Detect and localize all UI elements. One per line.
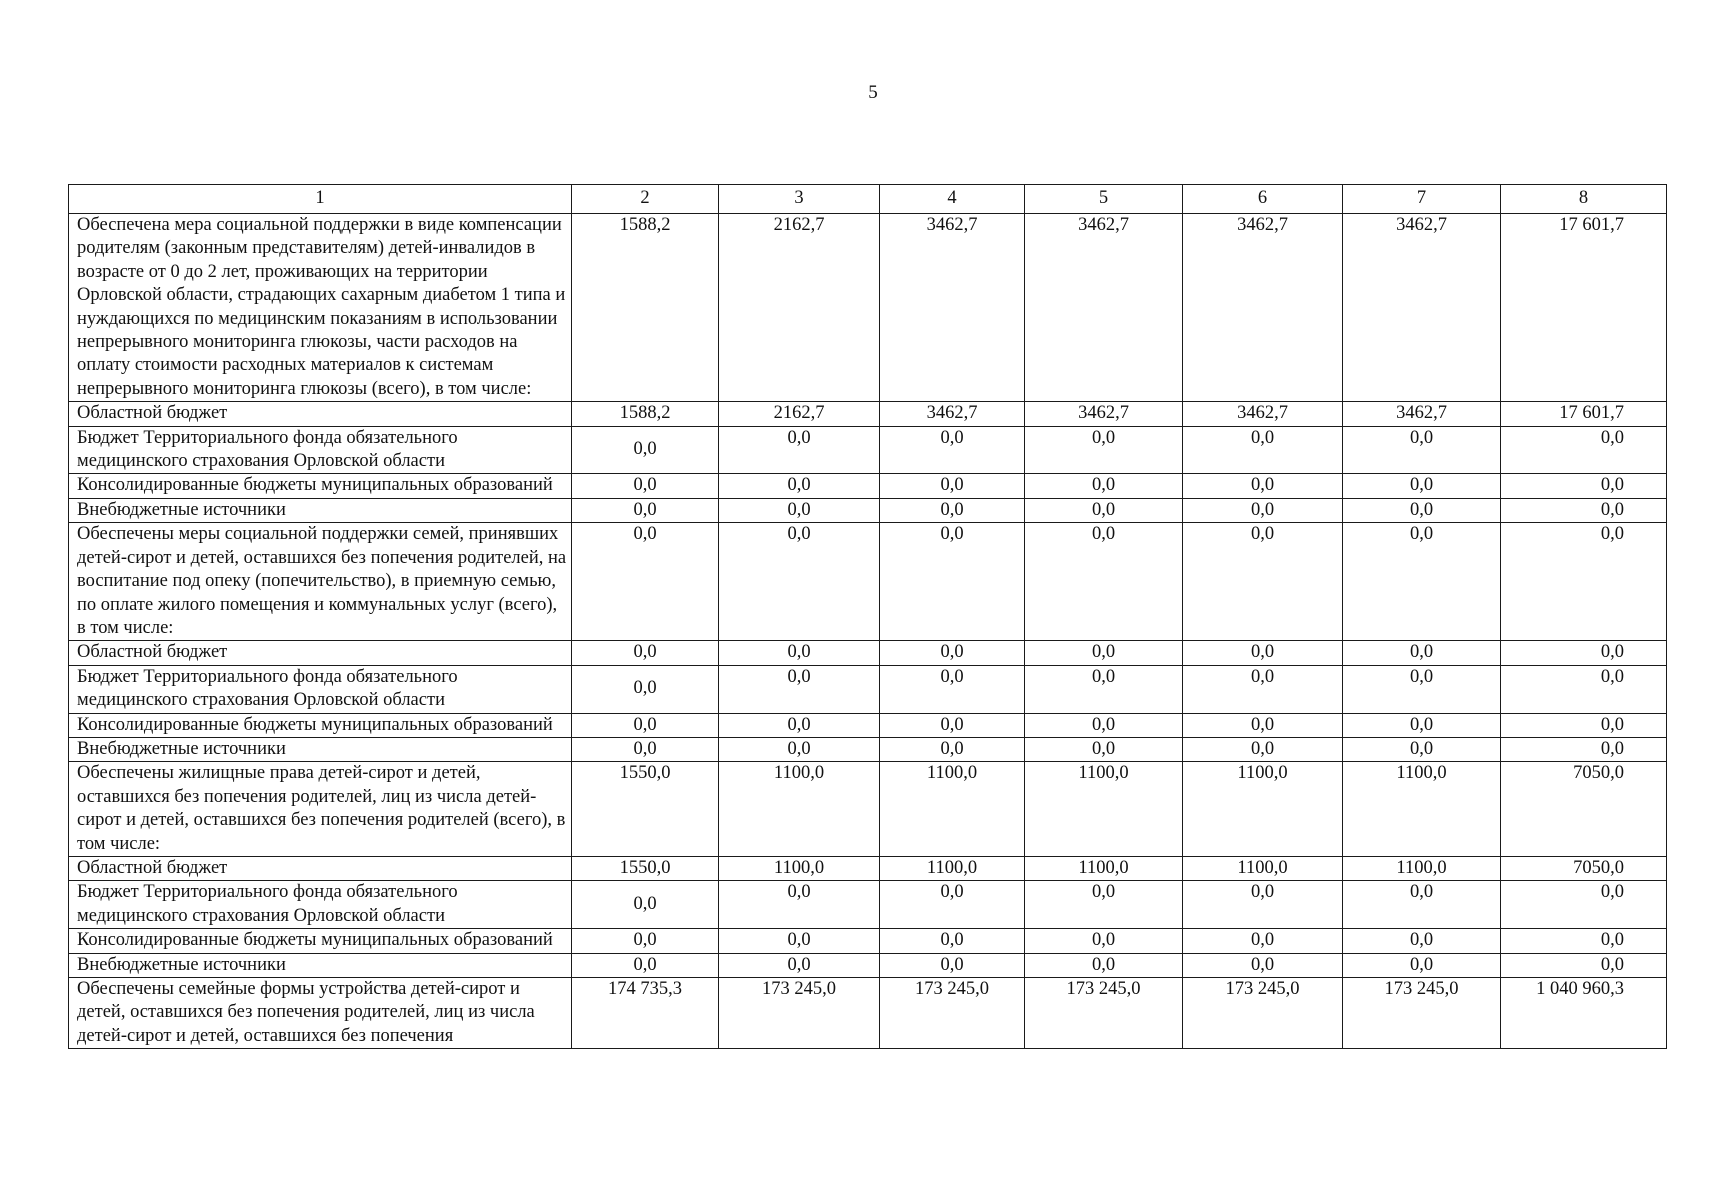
cell-value: 0,0 — [1343, 426, 1501, 474]
cell-value: 0,0 — [719, 641, 880, 665]
column-number: 2 — [572, 185, 719, 214]
table-row — [69, 523, 1667, 641]
cell-value: 173 245,0 — [719, 978, 880, 1049]
cell-value: 0,0 — [572, 737, 719, 761]
cell-value: 1100,0 — [880, 856, 1025, 880]
cell-value: 7050,0 — [1501, 762, 1667, 857]
table-row — [69, 713, 1667, 737]
cell-value: 0,0 — [719, 737, 880, 761]
cell-value: 0,0 — [1183, 665, 1343, 713]
table-row — [69, 737, 1667, 761]
cell-value: 1100,0 — [1025, 856, 1183, 880]
column-number-row — [69, 185, 1667, 214]
cell-value: 3462,7 — [1343, 402, 1501, 426]
cell-value: 0,0 — [719, 523, 880, 641]
cell-value: 0,0 — [1025, 929, 1183, 953]
cell-value: 0,0 — [880, 737, 1025, 761]
cell-value: 1100,0 — [719, 762, 880, 857]
cell-value: 0,0 — [880, 929, 1025, 953]
table-row — [69, 929, 1667, 953]
row-label: Консолидированные бюджеты муниципальных образований — [69, 929, 572, 953]
cell-value: 0,0 — [572, 929, 719, 953]
table-row — [69, 426, 1667, 474]
cell-value: 0,0 — [719, 929, 880, 953]
cell-value: 1100,0 — [880, 762, 1025, 857]
row-label: Областной бюджет — [69, 641, 572, 665]
cell-value: 0,0 — [1501, 713, 1667, 737]
column-number: 4 — [880, 185, 1025, 214]
row-label: Консолидированные бюджеты муниципальных образований — [69, 474, 572, 498]
table-row — [69, 856, 1667, 880]
row-label: Консолидированные бюджеты муниципальных образований — [69, 713, 572, 737]
cell-value: 0,0 — [1183, 523, 1343, 641]
cell-value: 0,0 — [572, 474, 719, 498]
cell-value: 0,0 — [1183, 641, 1343, 665]
cell-value: 17 601,7 — [1501, 402, 1667, 426]
cell-value: 0,0 — [1343, 665, 1501, 713]
cell-value: 0,0 — [1501, 523, 1667, 641]
cell-value: 3462,7 — [1343, 214, 1501, 402]
table-row — [69, 641, 1667, 665]
cell-value: 0,0 — [1501, 498, 1667, 522]
table-row — [69, 402, 1667, 426]
cell-value: 0,0 — [1343, 523, 1501, 641]
cell-value: 0,0 — [880, 953, 1025, 977]
cell-value: 1100,0 — [719, 856, 880, 880]
cell-value: 0,0 — [1501, 953, 1667, 977]
cell-value: 0,0 — [1183, 953, 1343, 977]
table-row — [69, 762, 1667, 857]
cell-value: 0,0 — [1343, 929, 1501, 953]
cell-value: 0,0 — [719, 713, 880, 737]
cell-value: 1100,0 — [1183, 762, 1343, 857]
row-label: Областной бюджет — [69, 402, 572, 426]
cell-value: 0,0 — [1501, 665, 1667, 713]
cell-value: 0,0 — [1183, 881, 1343, 929]
column-number: 7 — [1343, 185, 1501, 214]
cell-value: 0,0 — [1183, 474, 1343, 498]
cell-value: 0,0 — [1025, 713, 1183, 737]
row-label: Обеспечены семейные формы устройства детей-сирот и детей, оставшихся без попечения родителей, лиц из числа детей-сирот и детей, оставшихся без попечения — [69, 978, 572, 1049]
cell-value: 3462,7 — [1183, 402, 1343, 426]
cell-value: 0,0 — [572, 665, 719, 713]
cell-value: 173 245,0 — [1343, 978, 1501, 1049]
cell-value: 0,0 — [1025, 737, 1183, 761]
cell-value: 0,0 — [572, 953, 719, 977]
row-label: Областной бюджет — [69, 856, 572, 880]
cell-value: 0,0 — [1343, 737, 1501, 761]
cell-value: 0,0 — [572, 523, 719, 641]
cell-value: 1 040 960,3 — [1501, 978, 1667, 1049]
cell-value: 0,0 — [1501, 474, 1667, 498]
cell-value: 3462,7 — [880, 402, 1025, 426]
cell-value: 1588,2 — [572, 214, 719, 402]
cell-value: 0,0 — [1025, 881, 1183, 929]
cell-value: 7050,0 — [1501, 856, 1667, 880]
cell-value: 2162,7 — [719, 402, 880, 426]
cell-value: 174 735,3 — [572, 978, 719, 1049]
cell-value: 3462,7 — [1025, 214, 1183, 402]
cell-value: 0,0 — [1343, 498, 1501, 522]
table-row — [69, 881, 1667, 929]
column-number: 3 — [719, 185, 880, 214]
table-row — [69, 665, 1667, 713]
cell-value: 0,0 — [880, 641, 1025, 665]
cell-value: 173 245,0 — [1183, 978, 1343, 1049]
cell-value: 0,0 — [1343, 881, 1501, 929]
row-label: Внебюджетные источники — [69, 498, 572, 522]
table-body — [69, 185, 1667, 1049]
row-label: Бюджет Территориального фонда обязательного медицинского страхования Орловской области — [69, 426, 572, 474]
cell-value: 173 245,0 — [880, 978, 1025, 1049]
row-label: Обеспечены меры социальной поддержки семей, принявших детей-сирот и детей, оставшихся без попечения родителей, на воспитание под опеку (попечительство), в приемную семью, по оплате жилого помещения и коммунальных услуг (всего), в том числе: — [69, 523, 572, 641]
cell-value: 0,0 — [572, 426, 719, 474]
row-label: Бюджет Территориального фонда обязательного медицинского страхования Орловской области — [69, 665, 572, 713]
cell-value: 0,0 — [719, 474, 880, 498]
cell-value: 0,0 — [1183, 498, 1343, 522]
cell-value: 0,0 — [1501, 737, 1667, 761]
cell-value: 0,0 — [1025, 523, 1183, 641]
cell-value: 17 601,7 — [1501, 214, 1667, 402]
cell-value: 0,0 — [1025, 426, 1183, 474]
cell-value: 0,0 — [1025, 474, 1183, 498]
cell-value: 1100,0 — [1183, 856, 1343, 880]
column-number: 8 — [1501, 185, 1667, 214]
cell-value: 0,0 — [1343, 953, 1501, 977]
row-label: Бюджет Территориального фонда обязательного медицинского страхования Орловской области — [69, 881, 572, 929]
cell-value: 0,0 — [1501, 426, 1667, 474]
cell-value: 0,0 — [572, 498, 719, 522]
page-number: 5 — [868, 82, 878, 103]
cell-value: 0,0 — [1025, 953, 1183, 977]
cell-value: 0,0 — [1025, 498, 1183, 522]
table-row — [69, 953, 1667, 977]
cell-value: 0,0 — [1183, 426, 1343, 474]
cell-value: 3462,7 — [1025, 402, 1183, 426]
cell-value: 0,0 — [880, 665, 1025, 713]
table-row — [69, 498, 1667, 522]
row-label: Обеспечены жилищные права детей-сирот и детей, оставшихся без попечения родителей, лиц из числа детей-сирот и детей, оставшихся без попечения родителей (всего), в том числе: — [69, 762, 572, 857]
cell-value: 0,0 — [1183, 737, 1343, 761]
cell-value: 0,0 — [572, 881, 719, 929]
cell-value: 0,0 — [880, 881, 1025, 929]
cell-value: 0,0 — [719, 953, 880, 977]
cell-value: 0,0 — [1025, 641, 1183, 665]
cell-value: 0,0 — [1183, 713, 1343, 737]
cell-value: 0,0 — [1343, 474, 1501, 498]
cell-value: 0,0 — [880, 498, 1025, 522]
cell-value: 0,0 — [1501, 641, 1667, 665]
row-label: Внебюджетные источники — [69, 737, 572, 761]
cell-value: 1588,2 — [572, 402, 719, 426]
budget-table — [68, 184, 1667, 1049]
cell-value: 1100,0 — [1025, 762, 1183, 857]
cell-value: 0,0 — [880, 426, 1025, 474]
row-label: Обеспечена мера социальной поддержки в виде компенсации родителям (законным представителям) детей-инвалидов в возрасте от 0 до 2 лет, проживающих на территории Орловской области, страдающих сахарным диабетом 1 типа и нуждающихся по медицинским показаниям в использовании непрерывного мониторинга глюкозы, части расходов на оплату стоимости расходных материалов к системам непрерывного мониторинга глюкозы (всего), в том числе: — [69, 214, 572, 402]
cell-value: 3462,7 — [880, 214, 1025, 402]
cell-value: 0,0 — [880, 523, 1025, 641]
cell-value: 0,0 — [572, 713, 719, 737]
cell-value: 0,0 — [719, 498, 880, 522]
cell-value: 2162,7 — [719, 214, 880, 402]
cell-value: 0,0 — [1343, 713, 1501, 737]
cell-value: 0,0 — [1183, 929, 1343, 953]
cell-value: 3462,7 — [1183, 214, 1343, 402]
cell-value: 173 245,0 — [1025, 978, 1183, 1049]
cell-value: 1550,0 — [572, 856, 719, 880]
table-row — [69, 214, 1667, 402]
table-row — [69, 978, 1667, 1049]
column-number: 1 — [69, 185, 572, 214]
cell-value: 0,0 — [880, 474, 1025, 498]
cell-value: 1100,0 — [1343, 762, 1501, 857]
cell-value: 0,0 — [1025, 665, 1183, 713]
cell-value: 0,0 — [1501, 929, 1667, 953]
cell-value: 0,0 — [719, 665, 880, 713]
column-number: 5 — [1025, 185, 1183, 214]
cell-value: 0,0 — [1343, 641, 1501, 665]
cell-value: 0,0 — [1501, 881, 1667, 929]
cell-value: 0,0 — [572, 641, 719, 665]
cell-value: 1550,0 — [572, 762, 719, 857]
cell-value: 0,0 — [719, 881, 880, 929]
column-number: 6 — [1183, 185, 1343, 214]
table-row — [69, 474, 1667, 498]
cell-value: 1100,0 — [1343, 856, 1501, 880]
cell-value: 0,0 — [719, 426, 880, 474]
cell-value: 0,0 — [880, 713, 1025, 737]
row-label: Внебюджетные источники — [69, 953, 572, 977]
